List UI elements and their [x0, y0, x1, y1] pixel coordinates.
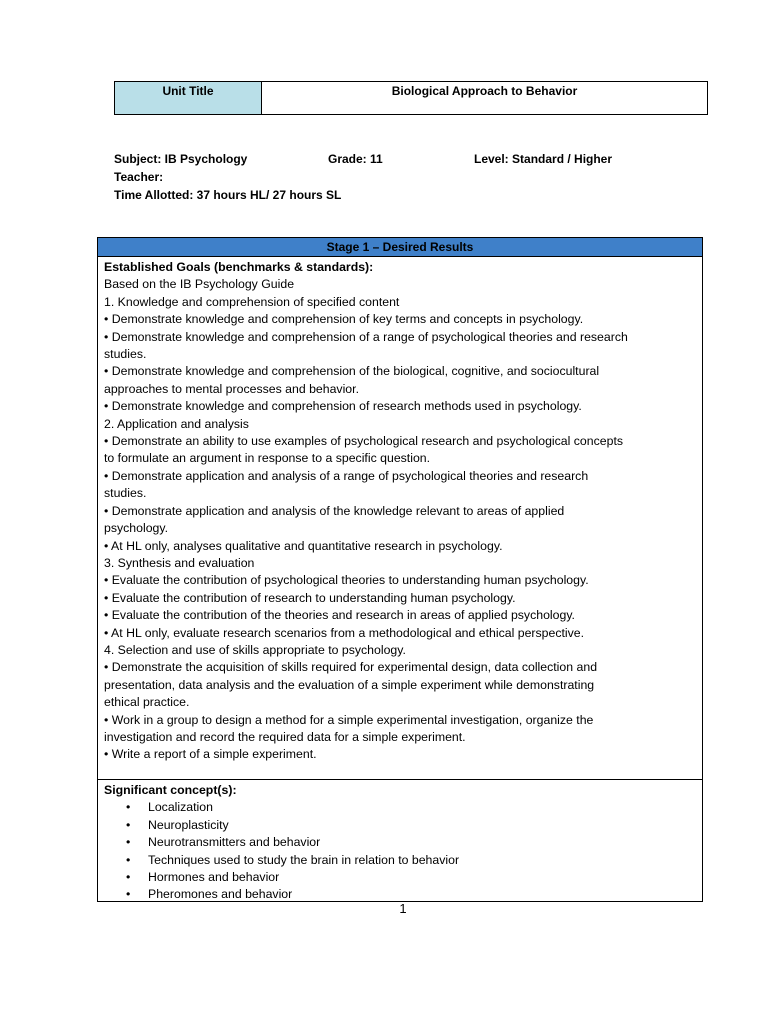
time-allotted-text: Time Allotted: 37 hours HL/ 27 hours SL — [114, 188, 342, 202]
subject-text: Subject: IB Psychology — [114, 152, 248, 166]
concept-item: • Neurotransmitters and behavior — [148, 834, 696, 851]
concepts-heading: Significant concept(s): — [104, 783, 237, 797]
concept-item: • Neuroplasticity — [148, 817, 696, 834]
concept-item: • Pheromones and behavior — [148, 886, 696, 903]
goal-line: • Demonstrate application and analysis of a range of psychological theories and research studies. — [104, 468, 589, 501]
unit-title-value: Biological Approach to Behavior — [391, 84, 578, 98]
unit-title-table — [114, 81, 708, 115]
grade-text: Grade: 11 — [328, 152, 383, 166]
concepts-list — [104, 799, 696, 903]
significant-concepts-cell — [98, 780, 702, 906]
goal-line: • Evaluate the contribution of psychological theories to understanding human psychology. — [104, 573, 589, 588]
goal-line: • Demonstrate the acquisition of skills required for experimental design, data collection and presentation, data analysis and the evaluation of a simple experiment while demonstrating ethical practice. — [104, 660, 598, 710]
goal-line: • Demonstrate application and analysis of the knowledge relevant to areas of applied psychology. — [104, 503, 565, 536]
goal-line: • Demonstrate knowledge and comprehension of key terms and concepts in psychology. — [104, 312, 584, 327]
goal-line: • Write a report of a simple experiment. — [104, 747, 317, 762]
unit-meta — [114, 150, 714, 206]
concept-item: • Techniques used to study the brain in relation to behavior — [148, 852, 696, 869]
stage1-header: Stage 1 – Desired Results — [98, 238, 702, 257]
concept-item: • Localization — [148, 799, 696, 816]
goal-line: • Demonstrate knowledge and comprehension of research methods used in psychology. — [104, 399, 582, 414]
goal-line: • Evaluate the contribution of research to understanding human psychology. — [104, 590, 516, 605]
goal-line: • Demonstrate knowledge and comprehension of a range of psychological theories and research studies. — [104, 329, 628, 362]
teacher-text: Teacher: — [114, 170, 164, 184]
goal-line: 3. Synthesis and evaluation — [104, 555, 255, 570]
goal-line: 4. Selection and use of skills appropriate to psychology. — [104, 642, 406, 657]
goal-line: • Evaluate the contribution of the theories and research in areas of applied psychology. — [104, 608, 575, 623]
concept-item: • Hormones and behavior — [148, 869, 696, 886]
goal-line: • Demonstrate an ability to use examples of psychological research and psychological concepts to formulate an argument in response to a specific question. — [104, 434, 624, 466]
established-goals-cell — [98, 257, 702, 780]
goal-line: Based on the IB Psychology Guide — [104, 277, 295, 292]
goal-line: • At HL only, analyses qualitative and quantitative research in psychology. — [104, 538, 503, 553]
unit-title-label: Unit Title — [115, 82, 262, 114]
goal-line: 2. Application and analysis — [104, 416, 249, 431]
goal-line: 1. Knowledge and comprehension of specified content — [104, 294, 400, 309]
goal-line: • Work in a group to design a method for a simple experimental investigation, organize the investigation and record the required data for a simple experiment. — [104, 712, 594, 744]
stage1-table — [97, 237, 703, 902]
goal-line: • At HL only, evaluate research scenarios from a methodological and ethical perspective. — [104, 625, 585, 640]
page-number: 1 — [399, 901, 407, 916]
level-text: Level: Standard / Higher — [474, 152, 613, 166]
goal-line: • Demonstrate knowledge and comprehension of the biological, cognitive, and sociocultural approaches to mental processes and behavior. — [104, 364, 600, 396]
goals-list — [104, 276, 696, 763]
goals-heading: Established Goals (benchmarks & standards): — [104, 260, 374, 274]
